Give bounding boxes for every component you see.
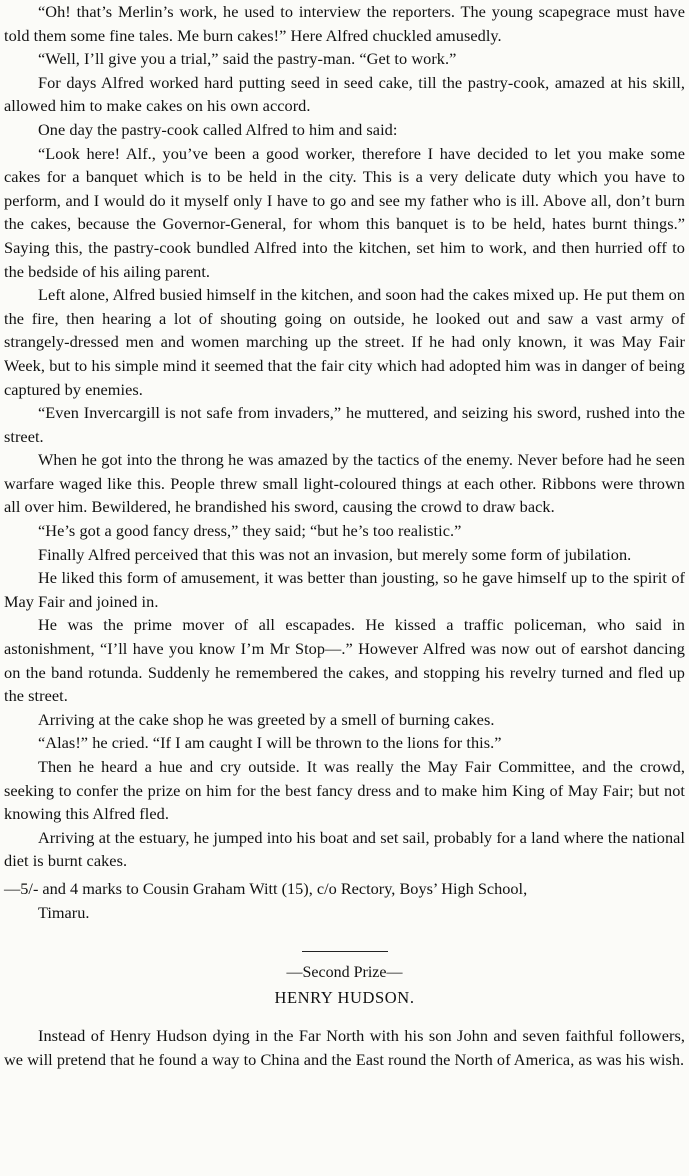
paragraph: Instead of Henry Hudson dying in the Far North with his son John and seven faithful followers, we will pretend that he found a way to China and the East round the North of America, as was his wish. bbox=[4, 1025, 685, 1069]
paragraph: “Alas!” he cried. “If I am caught I will be thrown to the lions for this.” bbox=[38, 733, 502, 753]
credit-line-2: Timaru. bbox=[38, 902, 90, 922]
paragraph: Arriving at the estuary, he jumped into his boat and set sail, probably for a land where the national diet is burnt cakes. bbox=[4, 827, 685, 871]
paragraph: “Oh! that’s Merlin’s work, he used to interview the reporters. The young scapegrace must have told them some fine tales. Me burn cakes!” Here Alfred chuckled amusedly. bbox=[4, 2, 685, 45]
paragraph: For days Alfred worked hard putting seed in seed cake, till the pastry-cook, amazed at his skill, allowed him to make cakes on his own accord. bbox=[4, 72, 685, 116]
paragraph: When he got into the throng he was amazed by the tactics of the enemy. Never before had he seen warfare waged like this. People threw small light-coloured things at each other. Ribbons were thrown all over him. Bewildered, he brandished his sword, causing the crowd to draw back. bbox=[4, 450, 685, 517]
paragraph: He was the prime mover of all escapades. He kissed a traffic policeman, who said in astonishment, “I’ll have you know I’m Mr Stop—.” However Alfred was now out of earshot dancing on the band rotunda. Suddenly he remembered the cakes, and stopping his revelry turned and fled up the street. bbox=[4, 615, 685, 706]
story-title: HENRY HUDSON. bbox=[274, 987, 415, 1007]
first-prize-story bbox=[4, 0, 685, 873]
paragraph: “Even Invercargill is not safe from invaders,” he muttered, and seizing his sword, rushed into the street. bbox=[4, 403, 685, 446]
section-divider bbox=[302, 951, 388, 952]
story-column bbox=[4, 0, 685, 1071]
prize-label: —Second Prize— bbox=[286, 963, 403, 981]
paragraph: Arriving at the cake shop he was greeted by a smell of burning cakes. bbox=[38, 709, 495, 729]
second-prize-story bbox=[4, 1024, 685, 1071]
credit-line-1: —5/- and 4 marks to Cousin Graham Witt (15), c/o Rectory, Boys’ High School, bbox=[4, 878, 528, 898]
paragraph: “Look here! Alf., you’ve been a good worker, therefore I have decided to let you make some cakes for a banquet which is to be held in the city. This is a very delicate duty which you have to perform, and I would do it myself only I have to go and see my father who is ill. Above all, don’t burn the cakes, because the Governor-General, for whom this banquet is to be held, hates burnt things.” Saying this, the pastry-cook bundled Alfred into the kitchen, set him to work, and then hurried off to the bedside of his ailing parent. bbox=[4, 143, 685, 281]
paragraph: Finally Alfred perceived that this was not an invasion, but merely some form of jubilation. bbox=[38, 544, 632, 564]
paragraph: Left alone, Alfred busied himself in the kitchen, and soon had the cakes mixed up. He put them on the fire, then hearing a lot of shouting going on outside, he looked out and saw a vast army of strangely-dressed men and women marching up the street. If he had only known, it was May Fair Week, but to his simple mind it seemed that the fair city which had adopted him was in danger of being captured by enemies. bbox=[4, 285, 685, 399]
paragraph: “Well, I’ll give you a trial,” said the pastry-man. “Get to work.” bbox=[38, 49, 457, 69]
prize-credit bbox=[4, 877, 685, 925]
paragraph: “He’s got a good fancy dress,” they said; “but he’s too realistic.” bbox=[38, 521, 462, 541]
paragraph: One day the pastry-cook called Alfred to him and said: bbox=[38, 119, 398, 139]
paragraph: Then he heard a hue and cry outside. It was really the May Fair Committee, and the crowd, seeking to confer the prize on him for the best fancy dress and to make him King of May Fair; but not knowing this Alfred fled. bbox=[4, 757, 685, 824]
paragraph: He liked this form of amusement, it was better than jousting, so he gave himself up to the spirit of May Fair and joined in. bbox=[4, 568, 685, 611]
